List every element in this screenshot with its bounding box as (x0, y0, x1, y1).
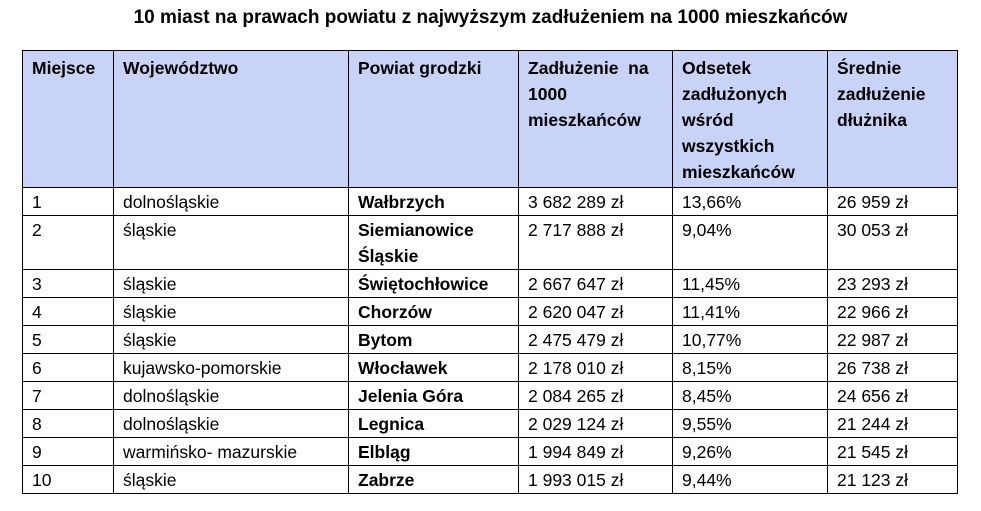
cell-voivodeship: śląskie (114, 326, 349, 354)
cell-city: Wałbrzych (349, 188, 519, 216)
table-row (23, 270, 958, 298)
cell-debt: 2 620 047 zł (519, 298, 673, 326)
cell-debt: 2 029 124 zł (519, 410, 673, 438)
cell-share: 9,04% (673, 216, 828, 270)
cell-share: 9,44% (673, 466, 828, 494)
cell-debt: 2 084 265 zł (519, 382, 673, 410)
cell-avg: 21 244 zł (828, 410, 958, 438)
table-row (23, 354, 958, 382)
cell-avg: 24 656 zł (828, 382, 958, 410)
cell-city: Chorzów (349, 298, 519, 326)
cell-avg: 26 738 zł (828, 354, 958, 382)
cell-voivodeship: dolnośląskie (114, 382, 349, 410)
cell-share: 9,55% (673, 410, 828, 438)
cell-place: 8 (23, 410, 114, 438)
header-voivodeship: Województwo (114, 51, 349, 188)
header-share: Odsetek zadłużonych wśród wszystkich mieszkańców (673, 51, 828, 188)
cell-city: Elbląg (349, 438, 519, 466)
header-place: Miejsce (23, 51, 114, 188)
cell-debt: 3 682 289 zł (519, 188, 673, 216)
cell-voivodeship: warmińsko- mazurskie (114, 438, 349, 466)
cell-avg: 22 987 zł (828, 326, 958, 354)
cell-share: 8,15% (673, 354, 828, 382)
debt-table (22, 50, 958, 494)
cell-avg: 26 959 zł (828, 188, 958, 216)
cell-avg: 21 545 zł (828, 438, 958, 466)
cell-debt: 1 994 849 zł (519, 438, 673, 466)
cell-voivodeship: kujawsko-pomorskie (114, 354, 349, 382)
table-row (23, 382, 958, 410)
cell-avg: 21 123 zł (828, 466, 958, 494)
cell-debt: 2 178 010 zł (519, 354, 673, 382)
cell-avg: 22 966 zł (828, 298, 958, 326)
cell-voivodeship: dolnośląskie (114, 188, 349, 216)
cell-city: Świętochłowice (349, 270, 519, 298)
cell-voivodeship: śląskie (114, 298, 349, 326)
cell-debt: 1 993 015 zł (519, 466, 673, 494)
cell-share: 9,26% (673, 438, 828, 466)
cell-place: 3 (23, 270, 114, 298)
cell-place: 5 (23, 326, 114, 354)
cell-debt: 2 717 888 zł (519, 216, 673, 270)
cell-city: Siemianowice Śląskie (349, 216, 519, 270)
header-avg: Średnie zadłużenie dłużnika (828, 51, 958, 188)
header-city: Powiat grodzki (349, 51, 519, 188)
table-row (23, 188, 958, 216)
cell-city: Zabrze (349, 466, 519, 494)
cell-place: 10 (23, 466, 114, 494)
cell-place: 2 (23, 216, 114, 270)
cell-voivodeship: śląskie (114, 466, 349, 494)
cell-voivodeship: śląskie (114, 270, 349, 298)
cell-share: 13,66% (673, 188, 828, 216)
table-row (23, 326, 958, 354)
cell-city: Bytom (349, 326, 519, 354)
table-header-row (23, 51, 958, 188)
table-row (23, 410, 958, 438)
cell-voivodeship: dolnośląskie (114, 410, 349, 438)
cell-city: Legnica (349, 410, 519, 438)
table-row (23, 216, 958, 270)
cell-debt: 2 667 647 zł (519, 270, 673, 298)
table-row (23, 466, 958, 494)
page-title: 10 miast na prawach powiatu z najwyższym zadłużeniem na 1000 mieszkańców (133, 7, 848, 28)
cell-place: 1 (23, 188, 114, 216)
cell-avg: 30 053 zł (828, 216, 958, 270)
cell-place: 6 (23, 354, 114, 382)
cell-debt: 2 475 479 zł (519, 326, 673, 354)
cell-voivodeship: śląskie (114, 216, 349, 270)
cell-avg: 23 293 zł (828, 270, 958, 298)
cell-city: Jelenia Góra (349, 382, 519, 410)
cell-share: 10,77% (673, 326, 828, 354)
cell-share: 11,45% (673, 270, 828, 298)
header-debt: Zadłużenie na 1000 mieszkańców (519, 51, 673, 188)
cell-share: 8,45% (673, 382, 828, 410)
cell-share: 11,41% (673, 298, 828, 326)
cell-place: 4 (23, 298, 114, 326)
cell-place: 7 (23, 382, 114, 410)
table-row (23, 438, 958, 466)
table-row (23, 298, 958, 326)
cell-place: 9 (23, 438, 114, 466)
cell-city: Włocławek (349, 354, 519, 382)
